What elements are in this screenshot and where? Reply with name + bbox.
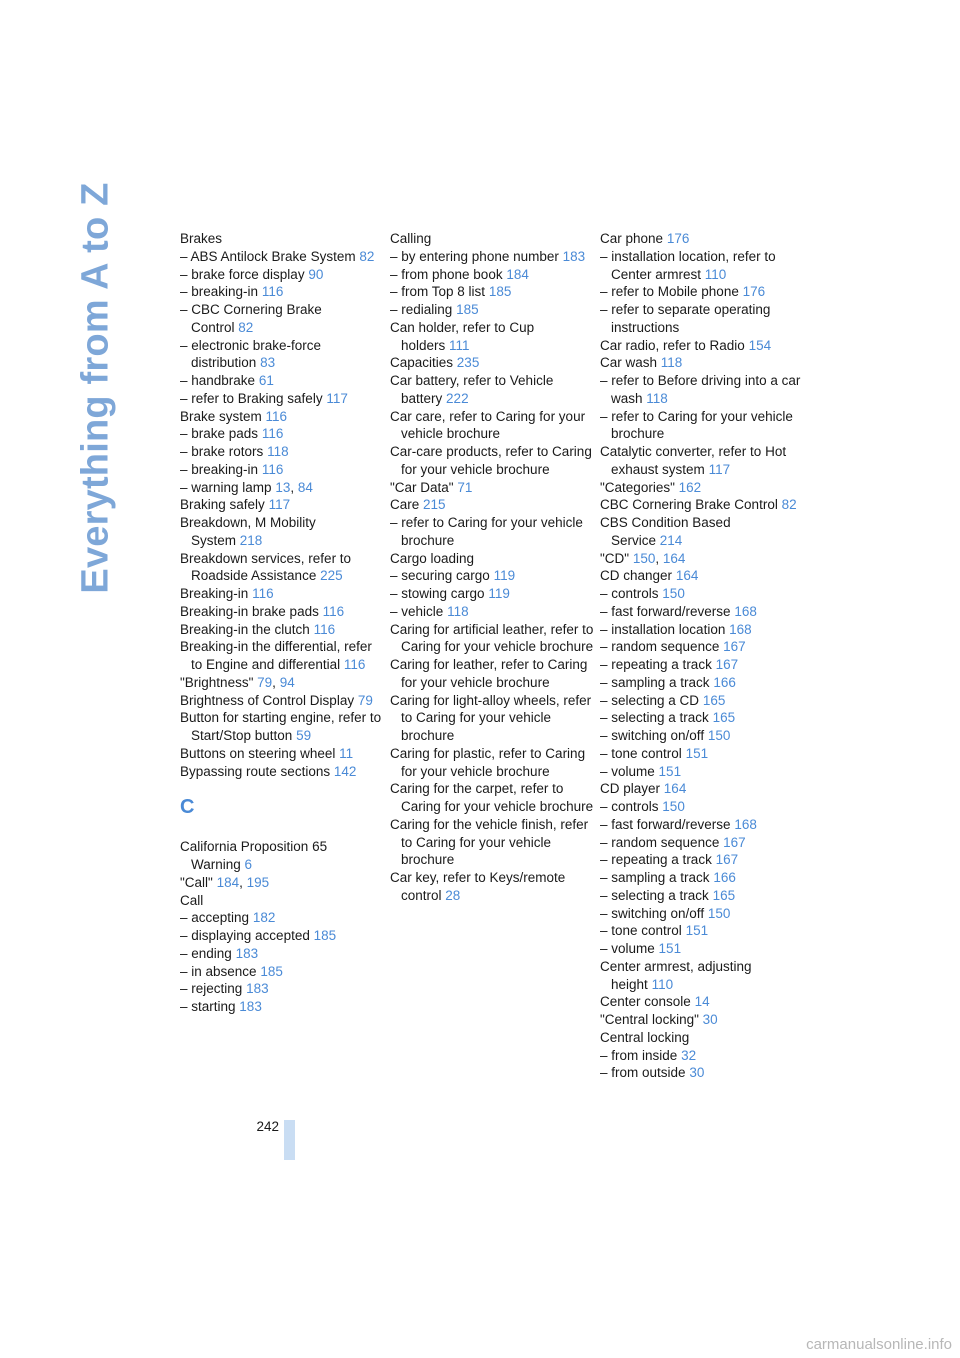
index-entry (600, 603, 805, 621)
index-entry (180, 838, 385, 874)
index-term: – selecting a CD (600, 692, 700, 708)
page-ref-link[interactable]: 176 (742, 284, 766, 300)
page-ref-link[interactable]: 90 (308, 266, 324, 282)
index-term: "Car Data" (390, 479, 454, 495)
page-ref-link[interactable]: 94 (279, 674, 295, 690)
index-term: – sampling a track (600, 870, 710, 885)
page-ref-link[interactable]: 118 (447, 603, 469, 619)
index-term: CBC Cornering Brake Control (600, 497, 778, 513)
page-ref-link[interactable]: 167 (715, 657, 739, 672)
index-term: – volume (600, 763, 655, 779)
page-ref-link[interactable]: 117 (708, 461, 731, 477)
index-term: – installation location (600, 621, 726, 637)
index-entry (600, 550, 805, 568)
index-term: – stowing cargo (390, 586, 485, 601)
page-ref-link[interactable]: 235 (456, 355, 480, 371)
index-term: Car-care products, refer to Caring for your vehicle brochure (390, 444, 592, 477)
page-ref-link[interactable]: 142 (333, 763, 357, 779)
page-ref-link[interactable]: 116 (261, 461, 284, 477)
index-entry (390, 585, 595, 603)
index-term: – selecting a track (600, 710, 709, 726)
index-term: – repeating a track (600, 852, 712, 868)
index-entry (600, 709, 805, 727)
index-entry (390, 496, 595, 514)
index-term: Call (180, 892, 204, 908)
index-entry (600, 567, 805, 585)
page-ref-link[interactable]: 183 (239, 999, 262, 1014)
index-entry (180, 408, 385, 426)
index-term: Car phone (600, 231, 664, 246)
index-entry (180, 461, 385, 479)
index-entry (390, 283, 595, 301)
index-term: – refer to separate operating instructions (600, 302, 771, 335)
page-ref-link[interactable]: 165 (712, 710, 736, 726)
index-term: – rejecting (180, 981, 243, 997)
index-term: – switching on/off (600, 728, 705, 743)
page-ref-link[interactable]: 84 (297, 479, 313, 495)
page-ref-link[interactable]: 151 (685, 923, 709, 939)
index-entry (600, 514, 805, 550)
page-ref-link[interactable]: 13 (275, 479, 291, 495)
watermark: carmanualsonline.info (806, 1336, 952, 1353)
index-entry (600, 479, 805, 497)
page-ref-link[interactable]: 150 (707, 905, 731, 921)
page-ref-link[interactable]: 151 (658, 941, 682, 956)
page-ref-link[interactable]: 117 (268, 497, 291, 513)
page-ref-link[interactable]: 164 (662, 550, 686, 566)
page-ref-link[interactable]: 32 (681, 1047, 697, 1063)
index-term: Caring for the carpet, refer to Caring for your vehicle brochure (390, 781, 594, 814)
page-ref-link[interactable]: 218 (239, 532, 263, 548)
index-term: Breaking-in the clutch (180, 621, 310, 637)
index-term: – fast forward/reverse (600, 603, 731, 619)
page-ref-link[interactable]: 110 (651, 976, 674, 992)
index-term: "Central locking" (600, 1012, 699, 1027)
index-term: – breaking-in (180, 461, 259, 477)
index-entry (390, 354, 595, 372)
index-entry (600, 248, 805, 284)
index-entry (390, 301, 595, 319)
index-entry (180, 980, 385, 998)
index-entry (600, 905, 805, 923)
index-entry (600, 301, 805, 337)
index-entry (600, 1047, 805, 1065)
page-ref-link[interactable]: 167 (723, 834, 746, 850)
index-term: "Brightness" (180, 674, 254, 690)
index-term: – CBC Cornering Brake Control (180, 302, 322, 335)
page-ref-link[interactable]: 185 (488, 284, 512, 300)
index-entry (600, 745, 805, 763)
index-term: "Call" (180, 874, 213, 890)
index-entry (600, 869, 805, 887)
index-term: – from outside (600, 1065, 686, 1081)
index-entry (390, 319, 595, 355)
index-term: Breaking-in the differential, refer to Engine and differential (180, 639, 372, 672)
page-ref-link[interactable]: 167 (723, 639, 746, 655)
index-entry (600, 727, 805, 745)
page-ref-link[interactable]: 165 (702, 692, 726, 708)
index-term: – breaking-in (180, 284, 259, 300)
index-term: – ending (180, 945, 232, 961)
index-term: "Categories" (600, 479, 675, 495)
index-column-3 (600, 230, 805, 1082)
index-term: – switching on/off (600, 905, 705, 921)
index-entry (390, 266, 595, 284)
index-entry (180, 390, 385, 408)
index-term: Breakdown, M Mobility System (180, 515, 316, 548)
index-entry (390, 408, 595, 444)
page-ref-link[interactable]: 116 (322, 603, 345, 619)
index-term: – volume (600, 941, 655, 956)
index-entry (600, 834, 805, 852)
page-ref-link[interactable]: 116 (343, 657, 366, 672)
page-ref-link[interactable]: 182 (252, 910, 276, 926)
index-entry (600, 621, 805, 639)
page-ref-link[interactable]: 30 (702, 1012, 718, 1027)
page-ref-link[interactable]: 116 (313, 621, 336, 637)
index-entry (180, 998, 385, 1016)
index-term: – handbrake (180, 373, 256, 388)
page-ref-link[interactable]: 151 (685, 745, 709, 761)
index-entry (180, 337, 385, 373)
page-ref-link[interactable]: 116 (261, 426, 284, 442)
index-term: Center console (600, 994, 691, 1010)
index-term: Central locking (600, 1029, 690, 1045)
index-term: – vehicle (390, 603, 444, 619)
index-entry (180, 874, 385, 892)
page-ref-separator: , (290, 479, 298, 495)
index-entry (180, 496, 385, 514)
index-term: – ABS Antilock Brake System (180, 248, 356, 264)
index-term: – displaying accepted (180, 928, 310, 943)
index-entry (600, 692, 805, 710)
page-ref-link[interactable]: 6 (244, 857, 253, 872)
index-term: Caring for leather, refer to Caring for your vehicle brochure (390, 657, 588, 690)
index-term: "CD" (600, 550, 630, 566)
page-ref-link[interactable]: 195 (246, 874, 270, 890)
index-entry (180, 638, 385, 674)
index-entry (390, 248, 595, 266)
page-ref-link[interactable]: 222 (446, 390, 469, 406)
index-entry (180, 892, 385, 910)
index-entry (180, 443, 385, 461)
page-ref-link[interactable]: 116 (252, 586, 274, 601)
index-entry (180, 745, 385, 763)
index-term: Brakes (180, 231, 223, 246)
page-ref-link[interactable]: 168 (734, 816, 757, 832)
index-term: – brake force display (180, 266, 305, 282)
page-ref-link[interactable]: 118 (646, 390, 668, 406)
index-term: Can holder, refer to Cup holders (390, 319, 535, 353)
page-ref-link[interactable]: 225 (320, 568, 343, 584)
index-term: Care (390, 497, 420, 513)
index-entry (180, 763, 385, 781)
page-ref-link[interactable]: 119 (493, 568, 516, 584)
page-ref-link[interactable]: 11 (339, 745, 354, 761)
index-entry (390, 780, 595, 816)
index-term: – electronic brake-force distribution (180, 337, 322, 371)
index-entry (180, 603, 385, 621)
index-term: – refer to Caring for your vehicle brochure (600, 408, 793, 442)
index-entry (180, 479, 385, 497)
page-ref-link[interactable]: 184 (216, 874, 240, 890)
index-entry (600, 958, 805, 994)
page-ref-link[interactable]: 215 (423, 497, 446, 513)
index-entry (600, 1011, 805, 1029)
index-term: – random sequence (600, 639, 720, 655)
index-entry (180, 372, 385, 390)
index-entry (600, 798, 805, 816)
index-entry (390, 372, 595, 408)
index-entry (180, 425, 385, 443)
index-entry (600, 1064, 805, 1082)
page-ref-link[interactable]: 154 (748, 337, 772, 353)
page-ref-link[interactable]: 82 (238, 319, 254, 335)
page-ref-link[interactable]: 14 (694, 994, 710, 1010)
index-entry (600, 674, 805, 692)
index-term: Car key, refer to Keys/remote control (390, 870, 566, 903)
index-term: Car battery, refer to Vehicle battery (390, 373, 554, 406)
index-term: California Proposition 65 Warning (180, 839, 328, 872)
index-term: – sampling a track (600, 674, 710, 690)
page-ref-separator: , (272, 674, 280, 690)
page-ref-link[interactable]: 110 (704, 266, 727, 282)
index-entry (180, 266, 385, 284)
index-entry (600, 993, 805, 1011)
index-entry (600, 354, 805, 372)
index-term: Brightness of Control Display (180, 692, 355, 708)
index-term: – warning lamp (180, 479, 272, 495)
index-term: – controls (600, 799, 659, 814)
page-ref-link[interactable]: 71 (457, 479, 473, 495)
index-term: – from phone book (390, 266, 503, 282)
index-entry (600, 656, 805, 674)
index-entry (180, 283, 385, 301)
page-ref-link[interactable]: 176 (666, 231, 690, 246)
index-term: Center armrest, adjusting height (600, 958, 752, 992)
index-term: – installation location, refer to Center armrest (600, 248, 776, 282)
page-ref-link[interactable]: 30 (689, 1065, 705, 1081)
page-number: 242 (256, 1119, 279, 1134)
index-term: – tone control (600, 745, 682, 761)
index-term: Breaking-in brake pads (180, 603, 319, 619)
page-ref-link[interactable]: 185 (260, 963, 283, 979)
index-term: – fast forward/reverse (600, 816, 731, 832)
page-ref-link[interactable]: 79 (357, 692, 373, 708)
index-entry (600, 763, 805, 781)
index-entry (390, 443, 595, 479)
index-entry (180, 585, 385, 603)
index-entry (600, 851, 805, 869)
index-term: Buttons on steering wheel (180, 745, 336, 761)
page-ref-link[interactable]: 116 (265, 408, 288, 424)
index-column-2 (390, 230, 595, 905)
index-term: CD changer (600, 568, 673, 584)
index-entry (180, 909, 385, 927)
index-entry (600, 940, 805, 958)
index-term: Calling (390, 231, 432, 246)
page-ref-link[interactable]: 184 (506, 266, 529, 282)
index-term: Breakdown services, refer to Roadside Assistance (180, 550, 352, 584)
page-ref-separator: , (655, 550, 663, 566)
index-term: – brake pads (180, 426, 259, 442)
index-term: Caring for artificial leather, refer to Caring for your vehicle brochure (390, 621, 594, 655)
index-entry (600, 337, 805, 355)
page-ref-link[interactable]: 168 (729, 621, 752, 637)
index-entry (390, 869, 595, 905)
page-ref-link[interactable]: 164 (663, 781, 687, 797)
index-entry (390, 514, 595, 550)
section-side-title-text: Everything from A to Z (74, 182, 117, 594)
index-entry (390, 745, 595, 781)
index-term: – securing cargo (390, 568, 490, 584)
index-entry (600, 283, 805, 301)
page-ref-link[interactable]: 116 (261, 284, 284, 300)
index-term: Car wash (600, 355, 658, 371)
page-ref-link[interactable]: 82 (781, 497, 797, 513)
index-entry (390, 603, 595, 621)
page-ref-link[interactable]: 168 (734, 603, 757, 619)
page-ref-link[interactable]: 214 (659, 532, 683, 548)
page-ref-link[interactable]: 59 (296, 728, 312, 743)
index-term: – selecting a track (600, 887, 709, 903)
index-term: Brake system (180, 408, 262, 424)
index-entry (180, 621, 385, 639)
index-entry (390, 550, 595, 568)
page-ref-link[interactable]: 164 (675, 568, 699, 584)
page-ref-link[interactable]: 167 (715, 852, 739, 868)
page-ref-link[interactable]: 166 (713, 870, 736, 885)
page-ref-link[interactable]: 166 (713, 674, 736, 690)
index-entry (180, 945, 385, 963)
page-ref-link[interactable]: 61 (258, 373, 274, 388)
index-term: – brake rotors (180, 444, 264, 459)
page-ref-link[interactable]: 83 (260, 355, 276, 371)
index-entry (180, 248, 385, 266)
page-ref-link[interactable]: 165 (712, 887, 736, 903)
page-ref-link[interactable]: 79 (257, 674, 273, 690)
index-term: – refer to Before driving into a car wash (600, 373, 801, 406)
index-entry (600, 1029, 805, 1047)
index-entry (600, 922, 805, 940)
index-term: – repeating a track (600, 657, 712, 672)
index-term: Car radio, refer to Radio (600, 337, 745, 353)
index-term: – starting (180, 999, 236, 1014)
page-ref-link[interactable]: 117 (326, 390, 348, 406)
page-ref-link[interactable]: 185 (456, 302, 479, 317)
page-ref-link[interactable]: 28 (445, 887, 461, 903)
index-entry (180, 709, 385, 745)
page-ref-link[interactable]: 185 (313, 928, 337, 943)
letter-heading: C (180, 796, 195, 819)
index-term: – refer to Caring for your vehicle brochure (390, 515, 583, 548)
index-entry (390, 479, 595, 497)
index-entry (180, 692, 385, 710)
index-entry (390, 567, 595, 585)
index-entry (600, 585, 805, 603)
index-entry (600, 816, 805, 834)
index-entry (180, 963, 385, 981)
page-ref-separator: , (239, 874, 247, 890)
index-entry (390, 230, 595, 248)
index-term: – refer to Mobile phone (600, 284, 739, 300)
index-term: Caring for plastic, refer to Caring for your vehicle brochure (390, 745, 586, 779)
page-ref-link[interactable]: 150 (707, 728, 731, 743)
index-entry (390, 656, 595, 692)
page-ref-link[interactable]: 150 (662, 586, 685, 601)
index-entry (180, 927, 385, 945)
page-ref-link[interactable]: 118 (267, 444, 289, 459)
index-entry (180, 301, 385, 337)
index-term: Catalytic converter, refer to Hot exhaust system (600, 444, 787, 477)
index-term: Caring for the vehicle finish, refer to Caring for your vehicle brochure (390, 816, 589, 868)
index-term: Caring for light-alloy wheels, refer to Caring for your vehicle brochure (390, 692, 592, 743)
index-entry (600, 496, 805, 514)
index-entry (180, 550, 385, 586)
index-entry (390, 816, 595, 869)
index-term: – from Top 8 list (390, 284, 486, 300)
index-entry (180, 230, 385, 248)
index-entry (600, 443, 805, 479)
index-term: CBS Condition Based Service (600, 515, 731, 548)
index-entry (600, 638, 805, 656)
page-ref-link[interactable]: 82 (359, 248, 375, 264)
index-term: CD player (600, 781, 661, 797)
index-term: – redialing (390, 302, 453, 317)
index-term: Button for starting engine, refer to Start/Stop button (180, 710, 382, 743)
index-term: Cargo loading (390, 550, 475, 566)
index-entry (600, 780, 805, 798)
index-term: Breaking-in (180, 586, 249, 601)
page-ref-link[interactable]: 183 (246, 981, 269, 997)
page-ref-link[interactable]: 183 (235, 945, 259, 961)
page-ref-link[interactable]: 119 (488, 586, 510, 601)
index-entry (390, 692, 595, 745)
index-entry (600, 408, 805, 444)
index-term: – controls (600, 586, 659, 601)
index-column-1 (180, 230, 385, 1016)
page-ref-link[interactable]: 150 (632, 550, 656, 566)
index-term: – refer to Braking safely (180, 390, 323, 406)
index-term: Braking safely (180, 497, 265, 513)
index-entry (180, 514, 385, 550)
page-ref-link[interactable]: 183 (562, 248, 586, 264)
page-ref-link[interactable]: 111 (449, 337, 470, 353)
index-entry (600, 230, 805, 248)
index-term: Capacities (390, 355, 454, 371)
index-entry (600, 887, 805, 905)
index-term: Bypassing route sections (180, 763, 331, 779)
index-entry (180, 674, 385, 692)
index-entry (600, 372, 805, 408)
index-term: – random sequence (600, 834, 720, 850)
index-term: Car care, refer to Caring for your vehicle brochure (390, 408, 586, 442)
index-term: – in absence (180, 963, 257, 979)
page-number-bar (284, 1120, 295, 1160)
page-ref-link[interactable]: 151 (658, 763, 682, 779)
page-ref-link[interactable]: 150 (662, 799, 685, 814)
index-term: – accepting (180, 910, 250, 926)
index-term: – from inside (600, 1047, 678, 1063)
page-ref-link[interactable]: 118 (660, 355, 683, 371)
index-entry (390, 621, 595, 657)
index-term: – by entering phone number (390, 248, 559, 264)
index-term: – tone control (600, 923, 682, 939)
page-ref-link[interactable]: 162 (678, 479, 702, 495)
